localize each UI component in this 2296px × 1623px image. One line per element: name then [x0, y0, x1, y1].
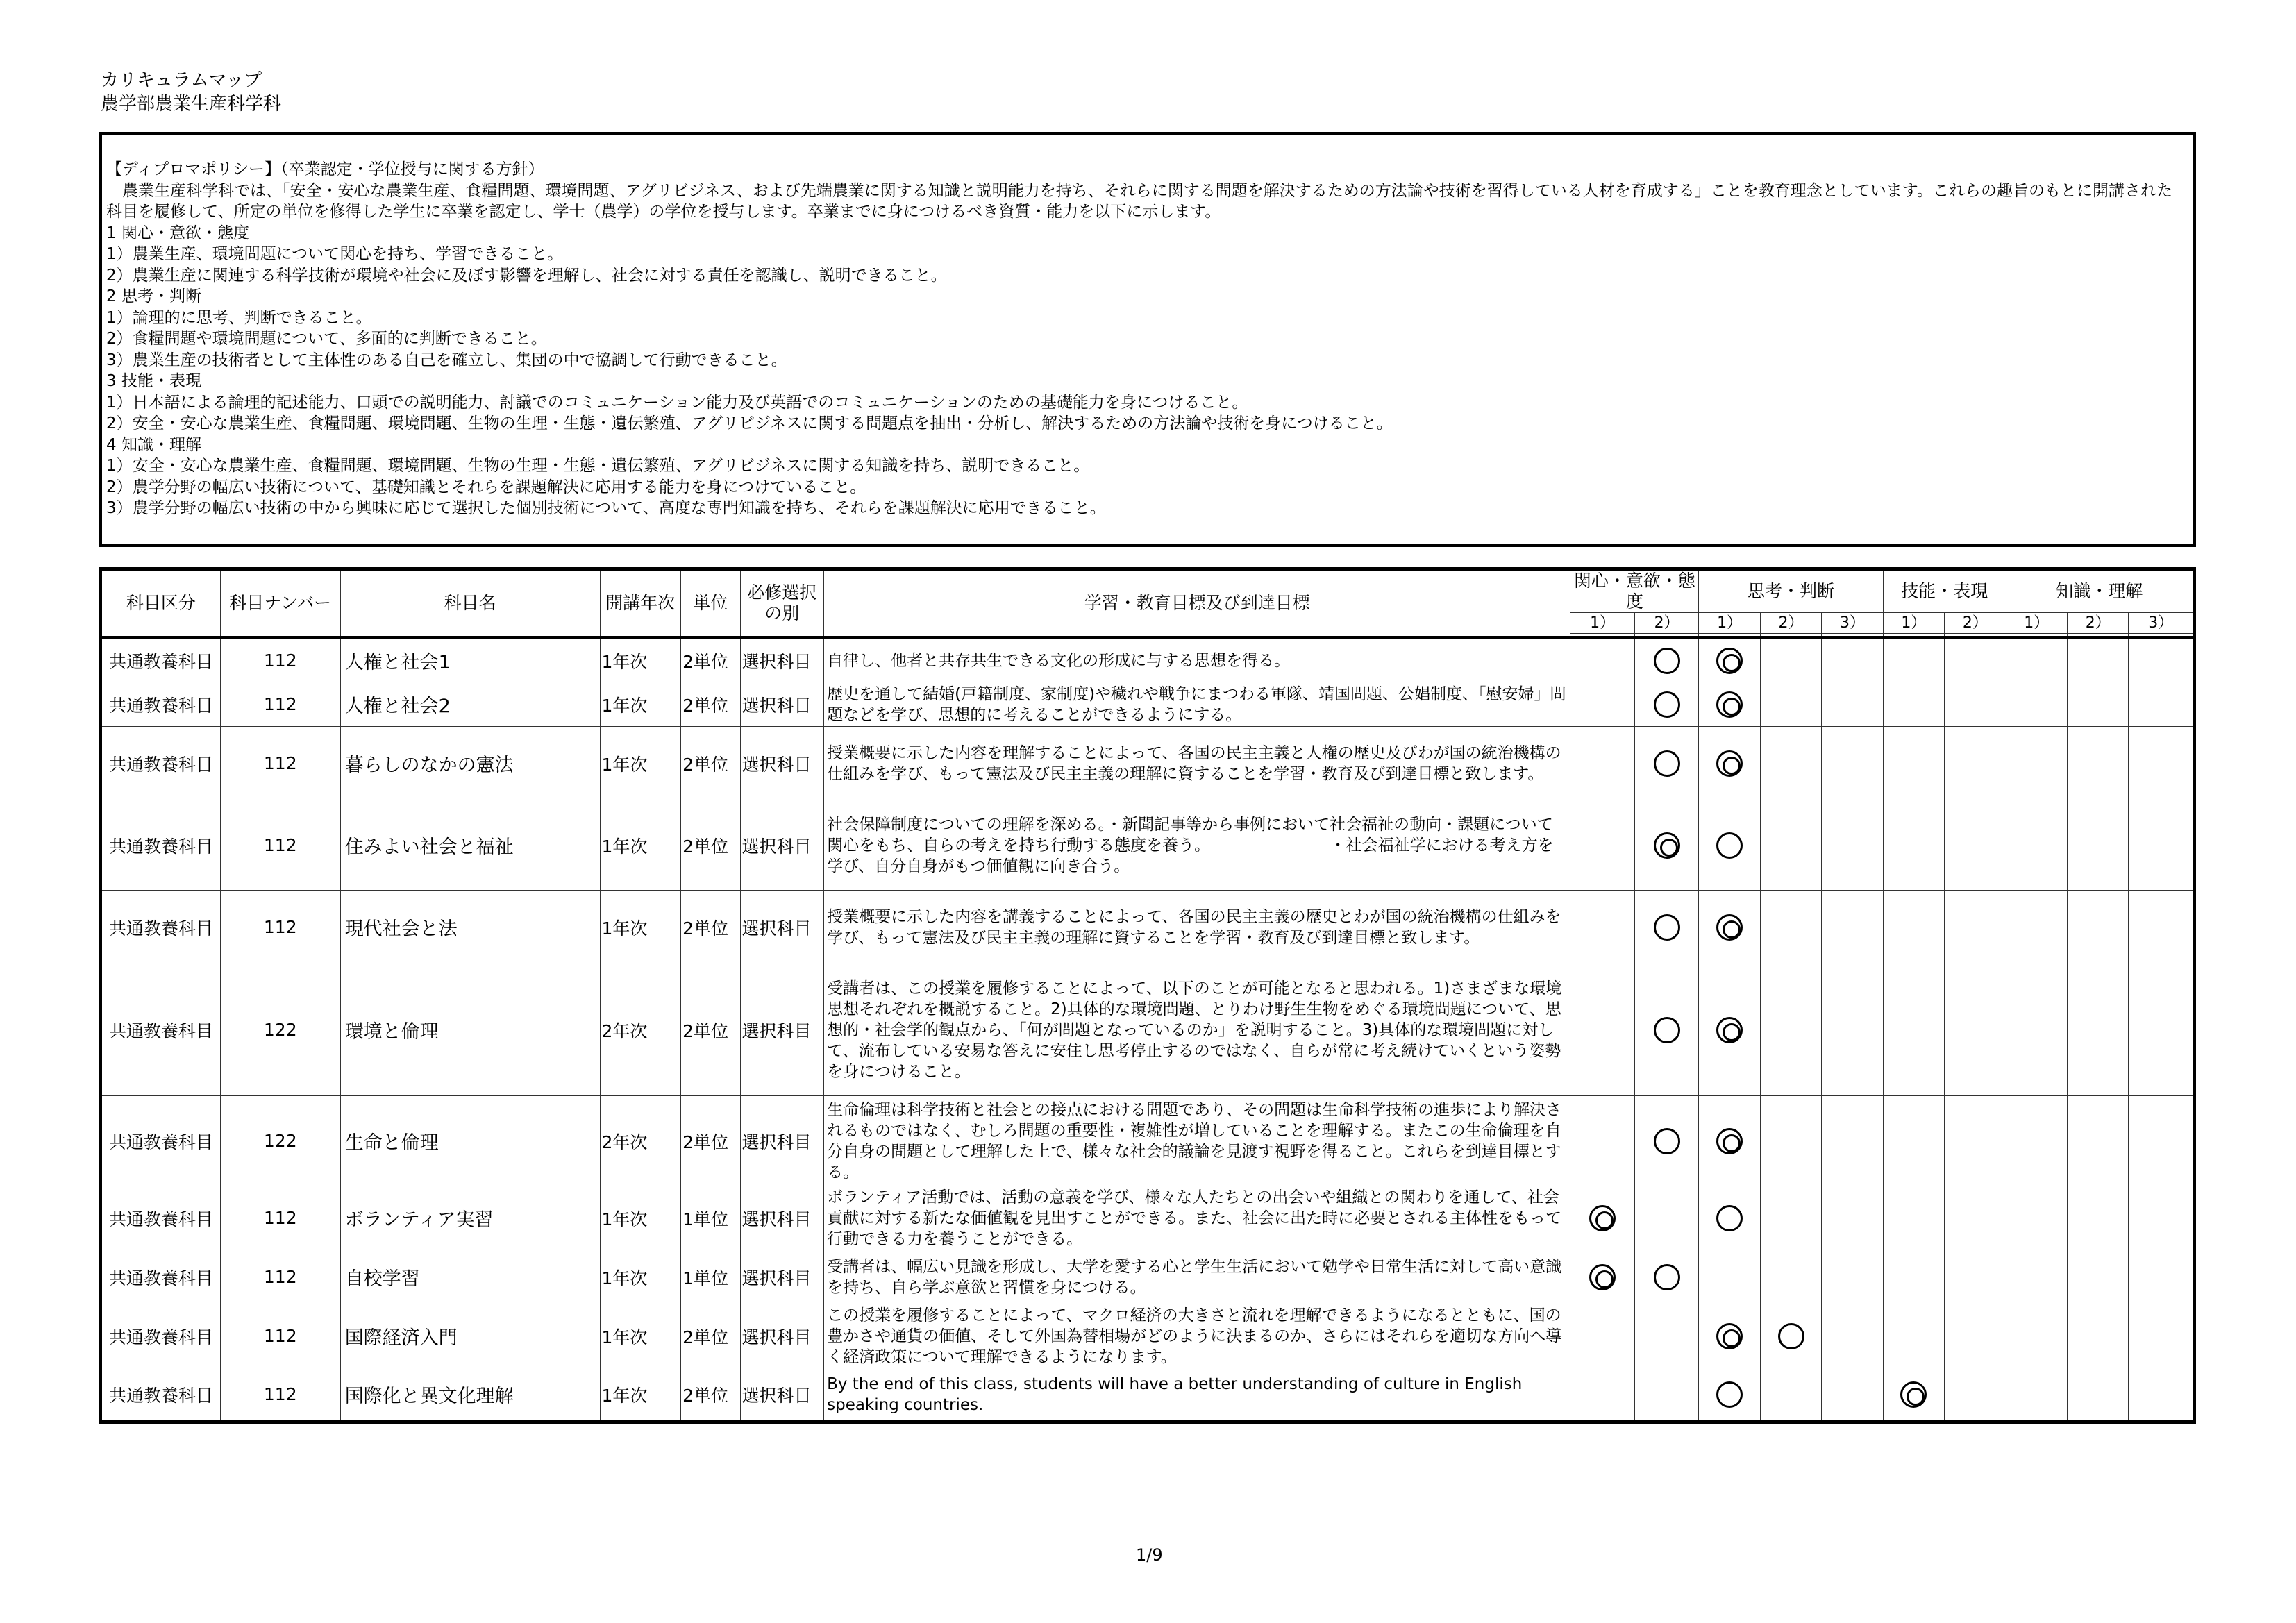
units-cell: 2単位: [681, 1304, 740, 1368]
competency-cell: [2006, 1186, 2067, 1250]
competency-cell: [2068, 1368, 2129, 1422]
competency-cell: [1699, 1368, 1760, 1422]
category-cell: 共通教養科目: [101, 1250, 221, 1304]
course-name-cell: 現代社会と法: [340, 891, 600, 964]
table-row: [101, 1304, 2195, 1368]
competency-cell: [1822, 638, 1883, 682]
required-cell: 選択科目: [740, 1368, 824, 1422]
competency-cell: [1634, 1186, 1698, 1250]
competency-cell: [2129, 800, 2195, 891]
double-circle-mark: [1716, 750, 1743, 777]
competency-cell: [1699, 1096, 1760, 1186]
competency-cell: [1883, 1096, 1944, 1186]
double-circle-mark: [1716, 648, 1743, 674]
units-cell: 2単位: [681, 1096, 740, 1186]
competency-cell: [1822, 1304, 1883, 1368]
table-row: [101, 891, 2195, 964]
header-sub: 3）: [1822, 613, 1883, 634]
units-cell: 2単位: [681, 638, 740, 682]
policy-heading: 【ディプロマポリシー】（卒業認定・学位授与に関する方針）: [106, 160, 544, 178]
category-cell: 共通教養科目: [101, 682, 221, 727]
learning-goal-cell: 受講者は、幅広い見識を形成し、大学を愛する心と学生生活において勉学や日常生活に対して高い意識を持ち、自ら学ぶ意欲と習慣を身につける。: [824, 1250, 1570, 1304]
competency-cell: [2068, 800, 2129, 891]
course-name-cell: 環境と倫理: [340, 964, 600, 1096]
year-cell: 1年次: [600, 800, 681, 891]
competency-cell: [1699, 1304, 1760, 1368]
year-cell: 1年次: [600, 727, 681, 800]
course-number-cell: 112: [220, 638, 340, 682]
competency-cell: [2129, 964, 2195, 1096]
course-number-cell: 112: [220, 682, 340, 727]
competency-cell: [1822, 1250, 1883, 1304]
units-cell: 2単位: [681, 1368, 740, 1422]
policy-item: 1）論理的に思考、判断できること。: [106, 308, 372, 327]
competency-cell: [1883, 1368, 1944, 1422]
curriculum-map-table: [99, 567, 2196, 1424]
competency-cell: [1760, 1304, 1821, 1368]
required-cell: 選択科目: [740, 1186, 824, 1250]
page-number: 1/9: [1136, 1545, 1163, 1565]
competency-cell: [2068, 1304, 2129, 1368]
double-circle-mark: [1654, 832, 1680, 859]
table-row: [101, 800, 2195, 891]
competency-cell: [1699, 638, 1760, 682]
competency-cell: [1883, 1250, 1944, 1304]
category-cell: 共通教養科目: [101, 638, 221, 682]
learning-goal-cell: 授業概要に示した内容を講義することによって、各国の民主主義の歴史とわが国の統治機構の仕組みを学び、もって憲法及び民主主義の理解に資することを学習・教育及び到達目標と致します。: [824, 891, 1570, 964]
competency-cell: [1699, 1250, 1760, 1304]
competency-cell: [1570, 682, 1634, 727]
competency-cell: [1945, 1304, 2006, 1368]
competency-cell: [1760, 891, 1821, 964]
year-cell: 2年次: [600, 1096, 681, 1186]
competency-cell: [1699, 800, 1760, 891]
competency-cell: [1570, 727, 1634, 800]
competency-cell: [1570, 638, 1634, 682]
competency-cell: [1822, 1096, 1883, 1186]
learning-goal-cell: ボランティア活動では、活動の意義を学び、様々な人たちとの出会いや組織との関わりを通して、社会貢献に対する新たな価値観を見出すことができる。また、社会に出た時に必要とされる主体性をもって行動できる力を養うことができる。: [824, 1186, 1570, 1250]
competency-cell: [1883, 964, 1944, 1096]
competency-cell: [2006, 682, 2067, 727]
year-cell: 1年次: [600, 891, 681, 964]
competency-cell: [2006, 891, 2067, 964]
policy-item: 2）安全・安心な農業生産、食糧問題、環境問題、生物の生理・生態・遺伝繁殖、アグリビジネスに関する問題点を抽出・分析し、解決するための方法論や技術を身につけること。: [106, 414, 1393, 432]
competency-cell: [1822, 1186, 1883, 1250]
competency-cell: [1760, 1096, 1821, 1186]
table-row: [101, 682, 2195, 727]
policy-intro: 農業生産科学科では、「安全・安心な農業生産、食糧問題、環境問題、アグリビジネス、および先端農業に関する知識と説明能力を持ち、それらに関する問題を解決するための方法論や技術を習得している人材を育成する」ことを教育理念としています。これらの趣旨のもとに開講された科目を履修して、所定の単位を修得した学生に卒業を認定し、学士（農学）の学位を授与します。卒業までに身につけるべき資質・能力を以下に示します。: [106, 181, 2172, 221]
competency-cell: [2068, 727, 2129, 800]
competency-cell: [2129, 1096, 2195, 1186]
course-name-cell: 人権と社会2: [340, 682, 600, 727]
double-circle-mark: [1589, 1205, 1616, 1231]
document-title: カリキュラムマップ: [101, 70, 262, 91]
table-row: [101, 1186, 2195, 1250]
table-header: [101, 569, 2195, 638]
competency-cell: [2006, 727, 2067, 800]
circle-mark: [1654, 750, 1680, 777]
competency-cell: [1760, 964, 1821, 1096]
competency-cell: [2129, 682, 2195, 727]
required-cell: 選択科目: [740, 964, 824, 1096]
policy-section-title: 1 関心・意欲・態度: [106, 224, 249, 242]
competency-cell: [1945, 1250, 2006, 1304]
header-units: 単位: [681, 569, 740, 638]
learning-goal-cell: 生命倫理は科学技術と社会との接点における問題であり、その問題は生命科学技術の進歩により解決されるものではなく、むしろ問題の重要性・複雑性が増していることを理解する。またこの生命倫理を自分自身の問題として理解した上で、様々な社会的議論を見渡す視野を得ること。これらを到達目標とする。: [824, 1096, 1570, 1186]
competency-cell: [1945, 1186, 2006, 1250]
competency-cell: [1634, 891, 1698, 964]
year-cell: 2年次: [600, 964, 681, 1096]
competency-cell: [1945, 1368, 2006, 1422]
competency-cell: [1570, 1096, 1634, 1186]
header-group-knowledge: 知識・理解: [2006, 569, 2194, 613]
competency-cell: [2129, 1304, 2195, 1368]
competency-cell: [1760, 800, 1821, 891]
competency-cell: [1634, 638, 1698, 682]
course-name-cell: 暮らしのなかの憲法: [340, 727, 600, 800]
header-year: 開講年次: [600, 569, 681, 638]
competency-cell: [1760, 682, 1821, 727]
header-sub: 1）: [1570, 613, 1634, 634]
table-row: [101, 964, 2195, 1096]
required-cell: 選択科目: [740, 1096, 824, 1186]
competency-cell: [2068, 1250, 2129, 1304]
circle-mark: [1654, 1128, 1680, 1154]
header-course-name: 科目名: [340, 569, 600, 638]
competency-cell: [1634, 1304, 1698, 1368]
header-course-number: 科目ナンバー: [220, 569, 340, 638]
competency-cell: [1883, 1186, 1944, 1250]
competency-cell: [2129, 1250, 2195, 1304]
competency-cell: [1634, 682, 1698, 727]
competency-cell: [2006, 964, 2067, 1096]
competency-cell: [1883, 727, 1944, 800]
competency-cell: [1883, 638, 1944, 682]
course-number-cell: 112: [220, 1250, 340, 1304]
competency-cell: [1699, 964, 1760, 1096]
competency-cell: [2006, 1096, 2067, 1186]
competency-cell: [2129, 1368, 2195, 1422]
learning-goal-cell: この授業を履修することによって、マクロ経済の大きさと流れを理解できるようになるとともに、国の豊かさや通貨の価値、そして外国為替相場がどのように決まるのか、さらにはそれらを適切な方向へ導く経済政策について理解できるようになります。: [824, 1304, 1570, 1368]
year-cell: 1年次: [600, 1250, 681, 1304]
department-name: 農学部農業生産科学科: [101, 94, 282, 115]
units-cell: 2単位: [681, 727, 740, 800]
policy-item: 1）日本語による論理的記述能力、口頭での説明能力、討議でのコミュニケーション能力及び英語でのコミュニケーションのための基礎能力を身につけること。: [106, 393, 1248, 412]
double-circle-mark: [1716, 914, 1743, 941]
competency-cell: [1883, 1304, 1944, 1368]
course-number-cell: 112: [220, 1186, 340, 1250]
required-cell: 選択科目: [740, 800, 824, 891]
year-cell: 1年次: [600, 1304, 681, 1368]
header-required-elective: 必修選択の別: [740, 569, 824, 638]
header-sub: 2）: [1945, 613, 2006, 634]
competency-cell: [1634, 1250, 1698, 1304]
course-number-cell: 112: [220, 727, 340, 800]
header-sub: 3）: [2129, 613, 2195, 634]
course-number-cell: 112: [220, 1368, 340, 1422]
category-cell: 共通教養科目: [101, 1096, 221, 1186]
policy-item: 1）安全・安心な農業生産、食糧問題、環境問題、生物の生理・生態・遺伝繁殖、アグリビジネスに関する知識を持ち、説明できること。: [106, 457, 1090, 475]
learning-goal-cell: 歴史を通して結婚(戸籍制度、家制度)や穢れや戦争にまつわる軍隊、靖国問題、公娼制度、「慰安婦」問題などを学び、思想的に考えることができるようにする。: [824, 682, 1570, 727]
units-cell: 2単位: [681, 682, 740, 727]
competency-cell: [1570, 964, 1634, 1096]
competency-cell: [2129, 638, 2195, 682]
competency-cell: [1634, 1096, 1698, 1186]
units-cell: 2単位: [681, 800, 740, 891]
competency-cell: [1760, 1250, 1821, 1304]
competency-cell: [1945, 682, 2006, 727]
circle-mark: [1716, 1205, 1743, 1231]
category-cell: 共通教養科目: [101, 891, 221, 964]
policy-section-title: 3 技能・表現: [106, 372, 201, 390]
double-circle-mark: [1900, 1381, 1927, 1408]
course-number-cell: 112: [220, 1304, 340, 1368]
competency-cell: [2068, 1096, 2129, 1186]
category-cell: 共通教養科目: [101, 1186, 221, 1250]
competency-cell: [1945, 1096, 2006, 1186]
circle-mark: [1778, 1323, 1804, 1349]
competency-cell: [1570, 1250, 1634, 1304]
competency-cell: [1760, 1186, 1821, 1250]
competency-cell: [2129, 1186, 2195, 1250]
units-cell: 2単位: [681, 891, 740, 964]
header-category: 科目区分: [101, 569, 221, 638]
competency-cell: [1822, 682, 1883, 727]
year-cell: 1年次: [600, 1186, 681, 1250]
competency-cell: [1945, 964, 2006, 1096]
units-cell: 2単位: [681, 964, 740, 1096]
competency-cell: [1570, 800, 1634, 891]
header-sub: 1）: [1699, 613, 1760, 634]
header-group-interest: 関心・意欲・態度: [1570, 569, 1699, 613]
double-circle-mark: [1716, 1017, 1743, 1043]
policy-item: 3）農学分野の幅広い技術の中から興味に応じて選択した個別技術について、高度な専門知識を持ち、それらを課題解決に応用できること。: [106, 499, 1106, 517]
competency-cell: [2068, 1186, 2129, 1250]
policy-section-title: 4 知識・理解: [106, 435, 201, 454]
required-cell: 選択科目: [740, 1304, 824, 1368]
competency-cell: [1760, 727, 1821, 800]
learning-goal-cell: 自律し、他者と共存共生できる文化の形成に与する思想を得る。: [824, 638, 1570, 682]
year-cell: 1年次: [600, 1368, 681, 1422]
required-cell: 選択科目: [740, 638, 824, 682]
header-sub: 1）: [2006, 613, 2067, 634]
competency-cell: [2068, 964, 2129, 1096]
table-row: [101, 638, 2195, 682]
required-cell: 選択科目: [740, 727, 824, 800]
category-cell: 共通教養科目: [101, 964, 221, 1096]
competency-cell: [1945, 891, 2006, 964]
competency-cell: [1699, 682, 1760, 727]
header-learning-goals: 学習・教育目標及び到達目標: [824, 569, 1570, 638]
course-name-cell: 住みよい社会と福祉: [340, 800, 600, 891]
competency-cell: [1945, 727, 2006, 800]
course-number-cell: 122: [220, 1096, 340, 1186]
competency-cell: [1822, 800, 1883, 891]
competency-cell: [1634, 727, 1698, 800]
policy-sections: [106, 223, 2187, 519]
course-name-cell: ボランティア実習: [340, 1186, 600, 1250]
double-circle-mark: [1716, 691, 1743, 718]
year-cell: 1年次: [600, 682, 681, 727]
competency-cell: [1822, 891, 1883, 964]
table-row: [101, 1368, 2195, 1422]
header-group-thinking: 思考・判断: [1699, 569, 1883, 613]
circle-mark: [1716, 1381, 1743, 1408]
competency-cell: [2129, 891, 2195, 964]
course-number-cell: 122: [220, 964, 340, 1096]
competency-cell: [1634, 1368, 1698, 1422]
units-cell: 1単位: [681, 1186, 740, 1250]
header-sub: 1）: [1883, 613, 1944, 634]
competency-cell: [2006, 638, 2067, 682]
header-group-skills: 技能・表現: [1883, 569, 2006, 613]
competency-cell: [1570, 1304, 1634, 1368]
competency-cell: [2006, 800, 2067, 891]
circle-mark: [1654, 914, 1680, 941]
course-name-cell: 生命と倫理: [340, 1096, 600, 1186]
required-cell: 選択科目: [740, 1250, 824, 1304]
competency-cell: [1945, 638, 2006, 682]
competency-cell: [1822, 727, 1883, 800]
competency-cell: [1699, 1186, 1760, 1250]
competency-cell: [1883, 891, 1944, 964]
category-cell: 共通教養科目: [101, 1368, 221, 1422]
double-circle-mark: [1716, 1128, 1743, 1154]
double-circle-mark: [1589, 1264, 1616, 1290]
competency-cell: [2006, 1304, 2067, 1368]
competency-cell: [1634, 964, 1698, 1096]
required-cell: 選択科目: [740, 682, 824, 727]
header-sub: 2）: [1760, 613, 1821, 634]
competency-cell: [2068, 682, 2129, 727]
course-number-cell: 112: [220, 800, 340, 891]
competency-cell: [1570, 1186, 1634, 1250]
units-cell: 1単位: [681, 1250, 740, 1304]
learning-goal-cell: By the end of this class, students will have a better understanding of culture in English speaking countries.: [824, 1368, 1570, 1422]
table-row: [101, 1096, 2195, 1186]
competency-cell: [1822, 1368, 1883, 1422]
required-cell: 選択科目: [740, 891, 824, 964]
circle-mark: [1716, 832, 1743, 859]
header-sub: 2）: [2068, 613, 2129, 634]
learning-goal-cell: 社会保障制度についての理解を深める。・新聞記事等から事例において社会福祉の動向・課題について関心をもち、自らの考えを持ち行動する態度を養う。 ・社会福祉学における考え方を学び、自分自身がもつ価値観に向き合う。: [824, 800, 1570, 891]
policy-item: 2）農学分野の幅広い技術について、基礎知識とそれらを課題解決に応用する能力を身につけていること。: [106, 478, 866, 496]
course-number-cell: 112: [220, 891, 340, 964]
competency-cell: [2129, 727, 2195, 800]
competency-cell: [1699, 727, 1760, 800]
policy-item: 1）農業生産、環境問題について関心を持ち、学習できること。: [106, 245, 564, 263]
competency-cell: [2068, 891, 2129, 964]
table-row: [101, 1250, 2195, 1304]
double-circle-mark: [1716, 1323, 1743, 1349]
circle-mark: [1654, 691, 1680, 718]
year-cell: 1年次: [600, 638, 681, 682]
diploma-policy-box: [99, 132, 2196, 547]
learning-goal-cell: 受講者は、この授業を履修することによって、以下のことが可能となると思われる。1)さまざまな環境思想それぞれを概説すること。2)具体的な環境問題、とりわけ野生生物をめぐる環境問題について、思想的・社会学的観点から、「何が問題となっているのか」を説明すること。3)具体的な環境問題に対して、流布している安易な答えに安住し思考停止するのではなく、自らが常に考え続けていくという姿勢を身につけること。: [824, 964, 1570, 1096]
competency-cell: [2006, 1368, 2067, 1422]
policy-item: 2）農業生産に関連する科学技術が環境や社会に及ぼす影響を理解し、社会に対する責任を認識し、説明できること。: [106, 266, 947, 285]
policy-item: 2）食糧問題や環境問題について、多面的に判断できること。: [106, 330, 547, 348]
policy-section-title: 2 思考・判断: [106, 287, 201, 305]
category-cell: 共通教養科目: [101, 727, 221, 800]
table-row: [101, 727, 2195, 800]
competency-cell: [1883, 682, 1944, 727]
competency-cell: [2006, 1250, 2067, 1304]
competency-cell: [1570, 1368, 1634, 1422]
circle-mark: [1654, 1017, 1680, 1043]
category-cell: 共通教養科目: [101, 1304, 221, 1368]
competency-cell: [1883, 800, 1944, 891]
competency-cell: [1822, 964, 1883, 1096]
competency-cell: [1570, 891, 1634, 964]
header-sub: 2）: [1634, 613, 1698, 634]
competency-cell: [2068, 638, 2129, 682]
course-name-cell: 自校学習: [340, 1250, 600, 1304]
policy-item: 3）農業生産の技術者として主体性のある自己を確立し、集団の中で協調して行動できること。: [106, 351, 787, 369]
table-body: [101, 638, 2195, 1422]
course-name-cell: 人権と社会1: [340, 638, 600, 682]
category-cell: 共通教養科目: [101, 800, 221, 891]
competency-cell: [1760, 1368, 1821, 1422]
competency-cell: [1699, 891, 1760, 964]
learning-goal-cell: 授業概要に示した内容を理解することによって、各国の民主主義と人権の歴史及びわが国の統治機構の仕組みを学び、もって憲法及び民主主義の理解に資することを学習・教育及び到達目標と致します。: [824, 727, 1570, 800]
circle-mark: [1654, 648, 1680, 674]
competency-cell: [1760, 638, 1821, 682]
course-name-cell: 国際経済入門: [340, 1304, 600, 1368]
competency-cell: [1634, 800, 1698, 891]
competency-cell: [1945, 800, 2006, 891]
circle-mark: [1654, 1264, 1680, 1290]
course-name-cell: 国際化と異文化理解: [340, 1368, 600, 1422]
